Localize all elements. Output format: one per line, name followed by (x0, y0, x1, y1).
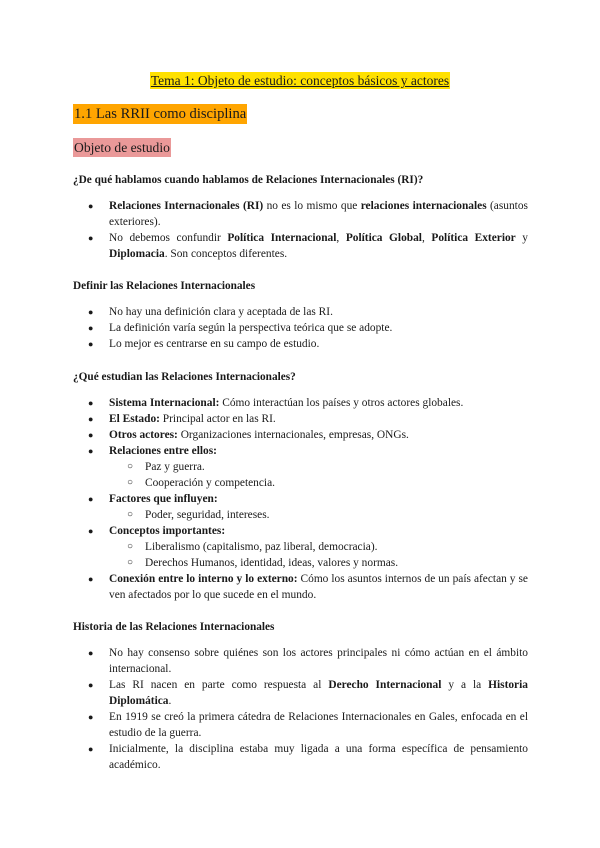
list-item: ● Conceptos importantes: (0, 523, 528, 539)
list-item: ● Factores que influyen: (0, 491, 528, 507)
question-heading-4: Historia de las Relaciones Internacionales (73, 621, 275, 633)
sub-list-item: ○ Derechos Humanos, identidad, ideas, valores y normas. (0, 555, 528, 571)
list-item: ● Las RI nacen en parte como respuesta al Derecho Internacional y a la Historia Diplomática. (0, 677, 528, 709)
sub-list-item: ○ Liberalismo (capitalismo, paz liberal, democracia). (0, 539, 528, 555)
list-item: ● Sistema Internacional: Cómo interactúan los países y otros actores globales. (0, 395, 528, 411)
question-heading-3: ¿Qué estudian las Relaciones Internacionales? (73, 371, 296, 383)
list-q4 (0, 645, 528, 773)
list-item: ● No hay una definición clara y aceptada de las RI. (0, 304, 528, 320)
sub-list-item: ○ Cooperación y competencia. (0, 475, 528, 491)
list-q2 (0, 304, 528, 352)
list-item: ● La definición varía según la perspectiva teórica que se adopte. (0, 320, 528, 336)
list-item: ● Relaciones entre ellos: (0, 443, 528, 459)
list-item: ● No hay consenso sobre quiénes son los actores principales ni cómo actúan en el ámbito internacional. (0, 645, 528, 677)
list-item: ● Otros actores: Organizaciones internacionales, empresas, ONGs. (0, 427, 528, 443)
list-item: ● Conexión entre lo interno y lo externo: Cómo los asuntos internos de un país afectan y se ven afectados por lo que sucede en el mundo. (0, 571, 528, 603)
list-item: ● Inicialmente, la disciplina estaba muy ligada a una forma específica de pensamiento académico. (0, 741, 528, 773)
list-item: ● No debemos confundir Política Internacional, Política Global, Política Exterior y Diplomacia. Son conceptos diferentes. (0, 230, 528, 262)
subsection-heading: Objeto de estudio (74, 140, 170, 155)
list-q3 (0, 395, 528, 603)
title-container (0, 72, 600, 90)
sub-list-item: ○ Paz y guerra. (0, 459, 528, 475)
list-item: ● En 1919 se creó la primera cátedra de Relaciones Internacionales en Gales, enfocada en el estudio de la guerra. (0, 709, 528, 741)
question-heading-2: Definir las Relaciones Internacionales (73, 280, 256, 292)
question-heading-1: ¿De qué hablamos cuando hablamos de Relaciones Internacionales (RI)? (73, 174, 424, 186)
list-item: ● Relaciones Internacionales (RI) no es lo mismo que relaciones internacionales (asuntos exteriores). (0, 198, 528, 230)
page-title: Tema 1: Objeto de estudio: conceptos básicos y actores (150, 73, 450, 88)
sub-list-item: ○ Poder, seguridad, intereses. (0, 507, 528, 523)
list-q1 (0, 198, 528, 262)
list-item: ● Lo mejor es centrarse en su campo de estudio. (0, 336, 528, 352)
list-item: ● El Estado: Principal actor en las RI. (0, 411, 528, 427)
section-heading: 1.1 Las RRII como disciplina (74, 106, 247, 122)
